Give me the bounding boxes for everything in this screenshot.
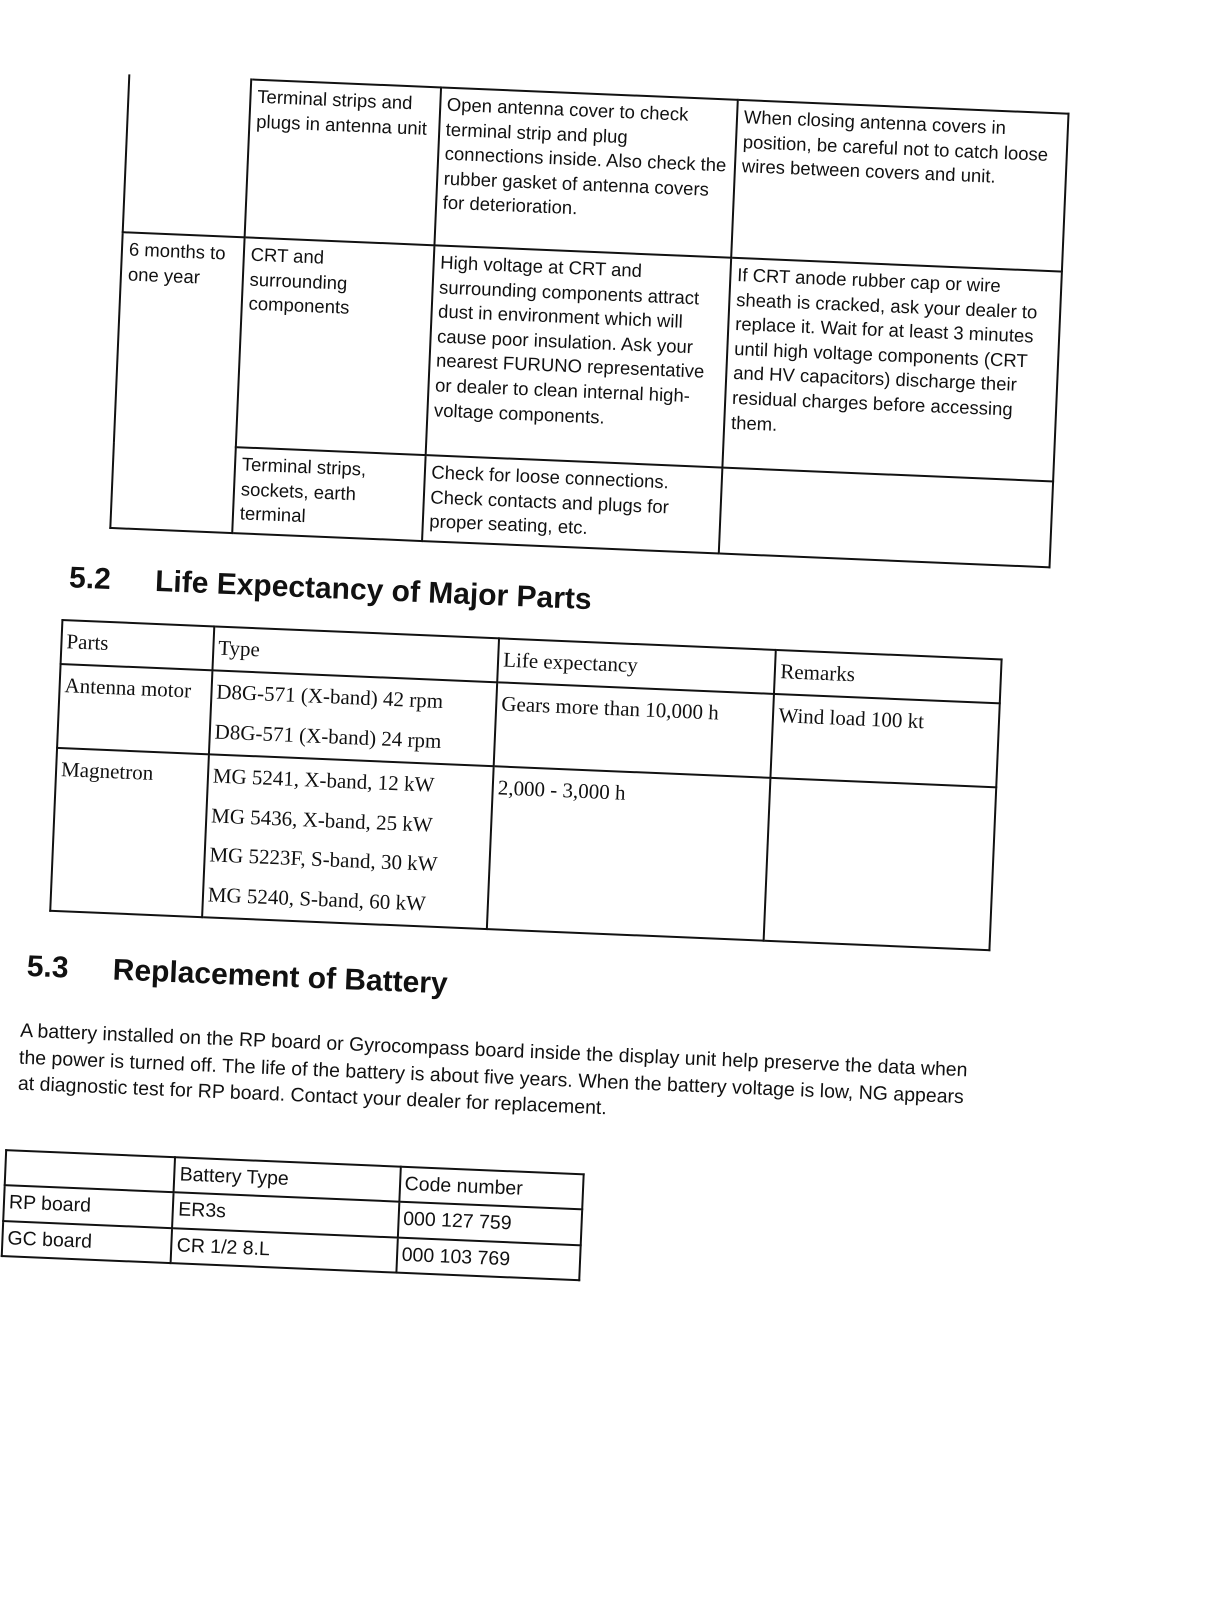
code-number-cell: 000 103 769 — [396, 1237, 581, 1280]
board-cell: RP board — [3, 1185, 174, 1227]
item-cell: Terminal strips and plugs in antenna unit — [244, 79, 440, 245]
maintenance-table — [109, 73, 1069, 568]
remarks-cell: Wind load 100 kt — [771, 694, 1000, 787]
battery-table — [1, 1149, 585, 1281]
section-title: Life Expectancy of Major Parts — [154, 564, 593, 617]
section-title: Replacement of Battery — [112, 953, 449, 1001]
type-line: D8G-571 (X-band) 24 rpm — [214, 719, 442, 753]
code-number-cell: 000 127 759 — [397, 1202, 582, 1245]
type-cell — [209, 670, 498, 766]
board-cell: GC board — [2, 1221, 173, 1263]
type-line: D8G-571 (X-band) 42 rpm — [215, 679, 444, 713]
remarks-cell: If CRT anode rubber cap or wire sheath is cracked, ask your dealer to replace it. Wait for at least 3 minutes until high voltage components (CRT and HV capacitors) discharge their residual charges before accessing them. — [722, 258, 1062, 482]
part-cell: Antenna motor — [57, 664, 212, 754]
column-header: Parts — [61, 620, 215, 670]
remarks-cell — [764, 778, 996, 951]
type-line: MG 5240, S-band, 60 kW — [207, 882, 427, 916]
item-cell: CRT and surrounding components — [236, 237, 434, 455]
body-paragraph: A battery installed on the RP board or Gyrocompass board inside the display unit help preserve the data when the power is turned off. The life of the battery is about five years. When the battery voltage is low, NG appears at diagnostic test for RP board. Contact your dealer for replacement. — [17, 1019, 968, 1120]
type-line: MG 5241, X-band, 12 kW — [212, 763, 435, 797]
battery-type-cell: ER3s — [172, 1192, 398, 1237]
life-cell: 2,000 - 3,000 h — [487, 766, 771, 941]
item-cell: Terminal strips, sockets, earth terminal — [232, 447, 425, 541]
battery-type-cell: CR 1/2 8.L — [171, 1228, 397, 1273]
section-number: 5.3 — [26, 949, 70, 985]
type-cell — [202, 754, 494, 929]
life-expectancy-table — [49, 619, 1002, 951]
table-row — [114, 232, 1062, 481]
column-header: Type — [212, 626, 499, 682]
life-cell: Gears more than 10,000 h — [494, 682, 775, 777]
interval-cell: 6 months to one year — [110, 232, 244, 533]
remarks-cell: When closing antenna covers in position, be careful not to catch loose wires between covers and unit. — [731, 100, 1068, 272]
section-heading — [26, 950, 448, 1002]
column-header: Life expectancy — [497, 638, 776, 693]
section-heading — [68, 561, 592, 617]
check-point-cell: High voltage at CRT and surrounding components attract dust in environment which will cause poor insulation. Ask your nearest FURUNO representative or dealer to clean internal high-voltage components. — [425, 245, 731, 467]
check-point-cell: Check for loose connections. Check contacts and plugs for proper seating, etc. — [422, 455, 723, 553]
remarks-cell — [719, 468, 1053, 568]
type-line: MG 5436, X-band, 25 kW — [210, 803, 434, 837]
part-cell: Magnetron — [50, 748, 209, 918]
column-header: Code number — [399, 1167, 584, 1210]
interval-cell — [123, 74, 251, 237]
column-header: Remarks — [774, 650, 1001, 703]
section-number: 5.2 — [68, 561, 112, 597]
check-point-cell: Open antenna cover to check terminal strip and plug connections inside. Also check the rubber gasket of antenna covers for deterioration. — [434, 87, 738, 257]
type-line: MG 5223F, S-band, 30 kW — [209, 842, 439, 877]
column-header: Battery Type — [174, 1157, 400, 1202]
